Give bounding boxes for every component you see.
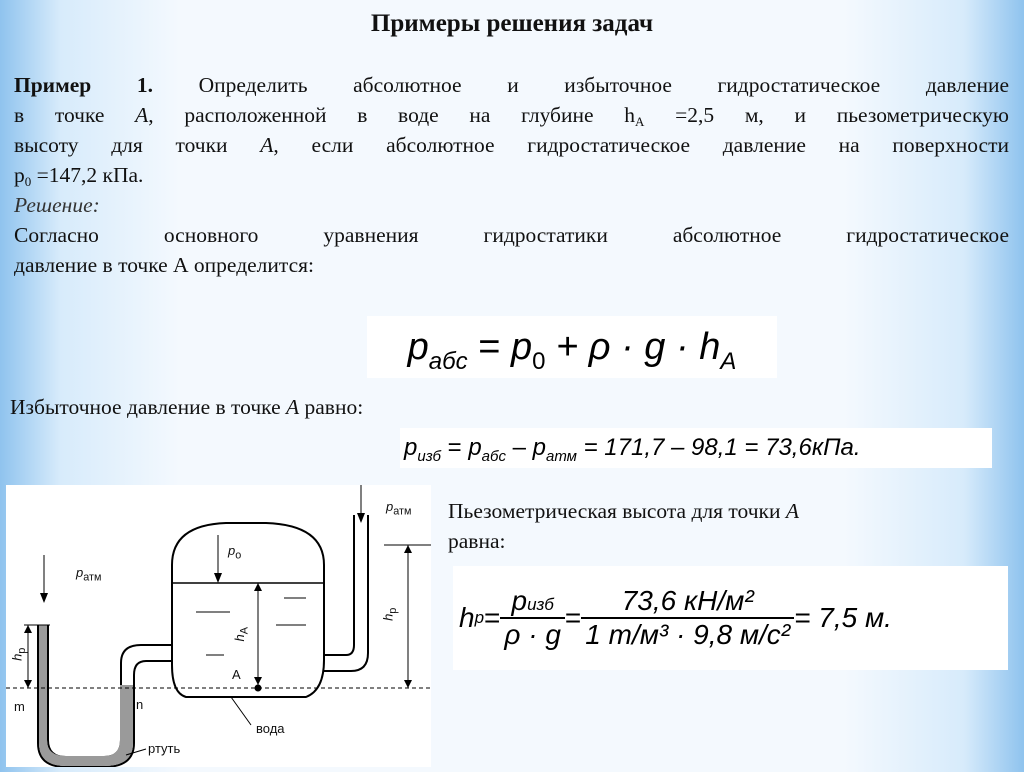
label-mercury: ртуть <box>148 741 181 756</box>
label-p-atm-right: $p_{атм}$ <box>386 499 412 518</box>
formula-excess-pressure: $p_{изб} = p_{абс} - p_{атм} = 171,7 - 98,1 = 73,6кПа$. <box>400 428 992 468</box>
formula-absolute-pressure: $p_{абс} = p_0 + \rho \cdot g \cdot h_A$ <box>367 316 777 378</box>
vessel-drawing <box>6 485 431 767</box>
solution-label: Решение: <box>14 193 100 217</box>
label-hp-right: $h_p$ <box>380 607 399 621</box>
piezo-text: Пьезометрическая высота для точки A равна: <box>448 499 799 553</box>
example-line-2: в точке A, расположенной в воде на глубине $h_A =2,5$ м, и пьезометрическую <box>14 103 1009 129</box>
page-title: Примеры решения задач <box>370 10 654 37</box>
example-line-1: Пример 1. Определить абсолютное и избыточное гидростатическое давление <box>14 73 1009 97</box>
label-p0: $p_o$ <box>228 543 242 562</box>
example-label: Пример 1. <box>14 73 153 97</box>
label-p-atm-left: $p_{атм}$ <box>76 565 102 584</box>
label-m: m <box>14 699 25 714</box>
formula-piezometric-height: h p = $\frac{\text{pизб}}{\rho \cdot g}$ = $\frac{\text{73,6 кН/м²}}{\text{1 т/м³ · 9,8 м/с²}}$ = 7,5 м. <box>453 566 1008 670</box>
vessel-diagram <box>6 485 431 767</box>
fraction-symbolic: $\frac{\text{pизб}}{\rho \cdot g}$ <box>500 585 565 651</box>
excess-text: Избыточное давление в точке A равно: <box>10 395 364 419</box>
fraction-numeric: $\frac{\text{73,6 кН/м²}}{\text{1 т/м³ · 9,8 м/с²}}$ <box>581 585 794 651</box>
example-line-4: $p_0 =147,2$ кПа. <box>14 163 144 189</box>
label-n: n <box>136 697 144 712</box>
example-line-3: высоту для точки A, если абсолютное гидростатическое давление на поверхности <box>14 133 1009 157</box>
label-point-A: A <box>232 667 241 682</box>
solution-line-2: давление в точке А определится: <box>14 253 314 277</box>
label-hA: $h_A$ <box>231 627 251 642</box>
solution-line-1: Согласно основного уравнения гидростатики абсолютное гидростатическое <box>14 223 1009 247</box>
label-water: вода <box>256 721 285 736</box>
label-hp-left: $h_p$ <box>9 647 28 661</box>
